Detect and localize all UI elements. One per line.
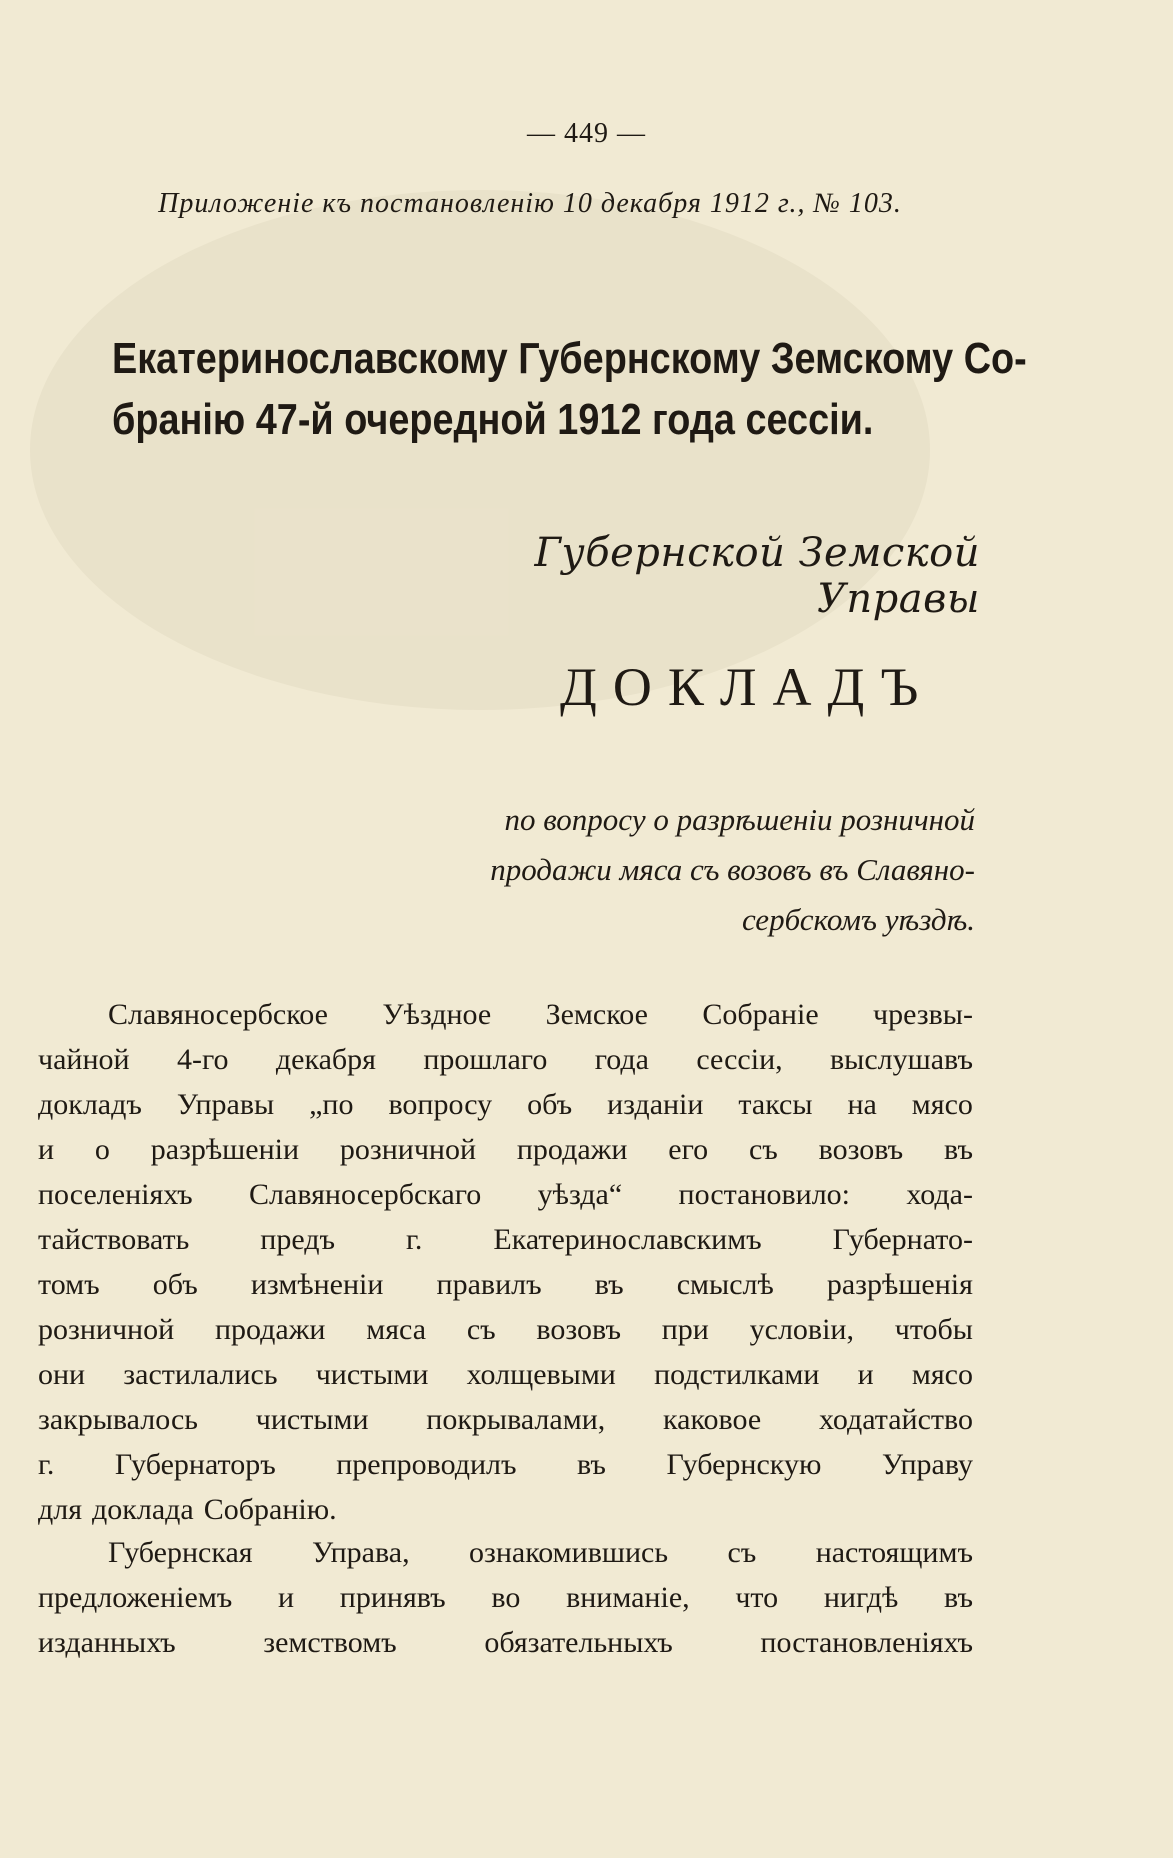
word: условiи, — [749, 1313, 854, 1346]
word: г. — [38, 1448, 55, 1481]
word: обязательныхъ — [484, 1626, 673, 1659]
word: Управы — [176, 1088, 275, 1121]
word: постановило: — [678, 1178, 851, 1211]
word: Земское — [545, 998, 648, 1031]
word: Губернаторъ — [114, 1448, 276, 1481]
word: каковое — [663, 1403, 762, 1436]
word: сессiи, — [696, 1043, 783, 1076]
word: они — [38, 1358, 86, 1391]
word: съ — [466, 1313, 496, 1346]
word: смыслѣ — [676, 1268, 774, 1301]
issuer-line: Губернской Земской Управы — [534, 530, 980, 622]
text-line — [38, 1575, 973, 1620]
word: тайствовать — [38, 1223, 190, 1256]
paragraph-2 — [38, 1530, 973, 1665]
word: прошлаго — [423, 1043, 548, 1076]
word: застилались — [123, 1358, 278, 1391]
text-line — [38, 1172, 973, 1217]
page-number: — 449 — — [527, 118, 646, 149]
word: въ — [944, 1581, 973, 1614]
word: его — [668, 1133, 709, 1166]
word: на — [847, 1088, 877, 1121]
word: во — [491, 1581, 521, 1614]
word: покрывалами, — [426, 1403, 606, 1436]
word: хода- — [906, 1178, 973, 1211]
word: ходатайство — [818, 1403, 973, 1436]
word: принявъ — [339, 1581, 446, 1614]
word: съ — [727, 1536, 757, 1569]
word: о — [94, 1133, 110, 1166]
document-heading — [112, 328, 1027, 450]
word: что — [735, 1581, 779, 1614]
text-line — [38, 1217, 973, 1262]
text-line — [38, 1442, 973, 1487]
word: постановленiяхъ — [760, 1626, 973, 1659]
bleed-through-shadow — [30, 190, 930, 710]
subject-block — [380, 795, 975, 945]
heading-line-1: Екатеринославскому Губернскому Земскому Со- — [112, 334, 1027, 383]
heading-line-2: бранiю 47-й очередной 1912 года сессiи. — [112, 395, 874, 444]
word: чистыми — [315, 1358, 429, 1391]
text-line — [38, 1037, 973, 1082]
word: нигдѣ — [823, 1581, 899, 1614]
word: докладъ — [38, 1088, 142, 1121]
word: года — [594, 1043, 649, 1076]
word: земствомъ — [263, 1626, 397, 1659]
word: Собранiе — [702, 998, 819, 1031]
word: продажи — [214, 1313, 326, 1346]
word: Губернскую — [666, 1448, 822, 1481]
word: чистыми — [255, 1403, 369, 1436]
word: въ — [594, 1268, 624, 1301]
word: объ — [152, 1268, 198, 1301]
word: розничной — [38, 1313, 175, 1346]
text-line — [38, 1530, 973, 1575]
appendix-note: Приложенiе къ постановленiю 10 декабря 1912 г., № 103. — [158, 188, 902, 219]
word: предъ — [260, 1223, 336, 1256]
word: возовъ — [536, 1313, 621, 1346]
word: объ — [527, 1088, 573, 1121]
word: изданныхъ — [38, 1626, 176, 1659]
word: вниманiе, — [566, 1581, 690, 1614]
word: доклада — [92, 1493, 194, 1526]
word: чрезвы- — [873, 998, 973, 1031]
word: Собранiю. — [203, 1493, 337, 1526]
word: г. — [406, 1223, 423, 1256]
word: Управа, — [312, 1536, 410, 1569]
word: Управу — [881, 1448, 973, 1481]
word: Славяносербское — [108, 998, 328, 1031]
word: Губернато- — [832, 1223, 973, 1256]
word: препроводилъ — [336, 1448, 517, 1481]
word: 4-го — [176, 1043, 229, 1076]
word: разрѣшенiи — [150, 1133, 300, 1166]
word: настоящимъ — [815, 1536, 973, 1569]
word: предложенiемъ — [38, 1581, 233, 1614]
word: закрывалось — [38, 1403, 198, 1436]
word: чайной — [38, 1043, 130, 1076]
word: Екатеринославскимъ — [493, 1223, 762, 1256]
word: „по — [309, 1088, 354, 1121]
text-line — [38, 1620, 973, 1665]
word: чтобы — [894, 1313, 973, 1346]
text-line — [38, 1082, 973, 1127]
word: и — [278, 1581, 295, 1614]
word: ознакомившись — [468, 1536, 669, 1569]
word: при — [661, 1313, 709, 1346]
text-line — [38, 1352, 973, 1397]
word: поселенiяхъ — [38, 1178, 193, 1211]
word: холщевыми — [466, 1358, 616, 1391]
text-line — [38, 992, 973, 1037]
word: измѣненiи — [250, 1268, 384, 1301]
word: изданiи — [607, 1088, 704, 1121]
word: подстилками — [654, 1358, 820, 1391]
subject-line-3: сербскомъ уѣздѣ. — [741, 902, 975, 937]
word: томъ — [38, 1268, 100, 1301]
word: продажи — [516, 1133, 628, 1166]
word: и — [857, 1358, 874, 1391]
text-line — [38, 1127, 973, 1172]
word: выслушавъ — [830, 1043, 973, 1076]
word: мясо — [911, 1358, 973, 1391]
word: вопросу — [388, 1088, 493, 1121]
word: въ — [577, 1448, 606, 1481]
word: Губернская — [108, 1536, 253, 1569]
text-line — [38, 1397, 973, 1442]
word: въ — [944, 1133, 973, 1166]
subject-line-2: продажи мяса съ возовъ въ Славяно- — [490, 852, 975, 887]
text-line — [38, 1307, 973, 1352]
document-title: ДОКЛАДЪ — [560, 657, 935, 717]
word: Славяносербскаго — [249, 1178, 482, 1211]
word: мясо — [911, 1088, 973, 1121]
word: декабря — [275, 1043, 376, 1076]
paragraph-1 — [38, 992, 973, 1532]
word: возовъ — [818, 1133, 904, 1166]
text-line — [38, 1262, 973, 1307]
word: и — [38, 1133, 55, 1166]
word: розничной — [339, 1133, 477, 1166]
word: правилъ — [436, 1268, 542, 1301]
word: уѣзда“ — [537, 1178, 623, 1211]
subject-line-1: по вопросу о разрѣшенiи розничной — [504, 802, 975, 837]
word: Уѣздное — [382, 998, 492, 1031]
word: съ — [748, 1133, 778, 1166]
word: таксы — [738, 1088, 813, 1121]
word: разрѣшенiя — [826, 1268, 973, 1301]
word: мяса — [366, 1313, 427, 1346]
text-line — [38, 1487, 973, 1532]
word: для — [38, 1493, 83, 1526]
